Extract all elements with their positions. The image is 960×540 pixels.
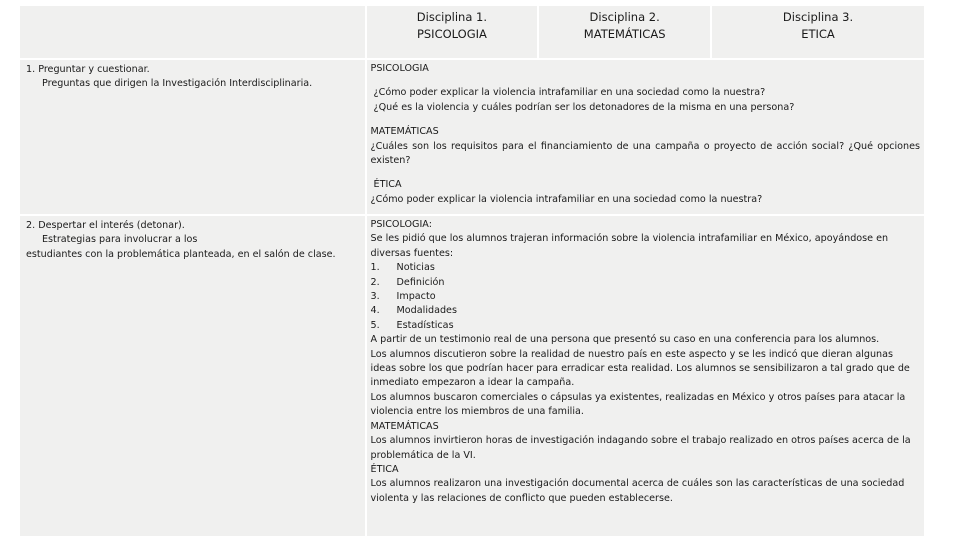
list-item: 1. Noticias bbox=[370, 262, 435, 274]
list-item: 4. Modalidades bbox=[370, 305, 457, 317]
row1-psico-question-1: ¿Cómo poder explicar la violencia intrafamiliar en una sociedad como la nuestra? bbox=[373, 87, 766, 99]
row2-mate-text: Los alumnos invirtieron horas de investigación indagando sobre el trabajo realizado en otros países acerca de la problemática de la VI. bbox=[370, 435, 911, 461]
header-discipline-3 bbox=[712, 6, 924, 58]
row2-paragraph-testimonio: A partir de un testimonio real de una persona que presentó su caso en una conferencia para los alumnos. bbox=[370, 334, 880, 346]
row1-mate-label: MATEMÁTICAS bbox=[370, 126, 439, 138]
row1-stage-title: 1. Preguntar y cuestionar. bbox=[26, 64, 150, 75]
header-discipline-2 bbox=[539, 6, 710, 58]
list-item: 5. Estadísticas bbox=[370, 319, 454, 331]
row1-etica-question: ¿Cómo poder explicar la violencia intrafamiliar en una sociedad como la nuestra? bbox=[370, 193, 763, 205]
discipline-1-name: PSICOLOGIA bbox=[416, 27, 487, 41]
row1-psico-question-2: ¿Qué es la violencia y cuáles podrían ser los detonadores de la misma en una persona? bbox=[373, 101, 795, 113]
row2-stage-title: 2. Despertar el interés (detonar). bbox=[26, 220, 185, 231]
header-discipline-1 bbox=[367, 6, 538, 58]
discipline-1-number: Disciplina 1. bbox=[416, 10, 488, 24]
row1-content-cell bbox=[367, 60, 924, 214]
row2-etica-label: ÉTICA bbox=[370, 463, 399, 475]
discipline-3-name: ETICA bbox=[801, 27, 835, 41]
row1-etica-label: ÉTICA bbox=[373, 179, 402, 191]
row1-stage-cell bbox=[20, 60, 365, 214]
header-empty-cell bbox=[20, 6, 365, 58]
row-despertar-interes bbox=[20, 216, 924, 536]
discipline-2-name: MATEMÁTICAS bbox=[583, 27, 666, 41]
row2-paragraph-comerciales: Los alumnos buscaron comerciales o cápsulas ya existentes, realizadas en México y otros países para atacar la violencia entre los miembros de una familia. bbox=[370, 391, 906, 418]
header-row bbox=[20, 6, 924, 58]
row-preguntar bbox=[20, 60, 924, 214]
row2-psico-intro: Se les pidió que los alumnos trajeran información sobre la violencia intrafamiliar en México, apoyándose en diversas fuentes: bbox=[370, 233, 889, 259]
list-item: 2. Definición bbox=[370, 276, 445, 288]
row2-content-cell bbox=[367, 216, 924, 536]
row2-etica-text: Los alumnos realizaron una investigación documental acerca de cuáles son las características de una sociedad violenta y las relaciones de conflicto que pueden establecerse. bbox=[370, 478, 905, 504]
row2-mate-label: MATEMÁTICAS bbox=[370, 420, 439, 432]
discipline-3-number: Disciplina 3. bbox=[782, 10, 854, 24]
list-item: 3. Impacto bbox=[370, 291, 436, 303]
row2-paragraph-discusion: Los alumnos discutieron sobre la realidad de nuestro país en este aspecto y se les indicó que dieran algunas ideas sobre los que podrían hacer para erradicar esta realidad. Los alumnos se sensibilizaron a tal grado que de inmediato empezaron a idear la campaña. bbox=[370, 348, 910, 389]
sources-list bbox=[371, 261, 920, 333]
row2-stage-cell bbox=[20, 216, 365, 536]
discipline-2-number: Disciplina 2. bbox=[589, 10, 660, 24]
row2-stage-subtitle: Estrategias para involucrar a los bbox=[42, 234, 198, 246]
row1-stage-subtitle: Preguntas que dirigen la Investigación Interdisciplinaria. bbox=[42, 78, 313, 90]
row2-psico-label: PSICOLOGIA: bbox=[370, 219, 432, 230]
row1-mate-question: ¿Cuáles son los requisitos para el financiamiento de una campaña o proyecto de acción social? ¿Qué opciones existen? bbox=[370, 140, 920, 167]
row1-psico-label: PSICOLOGIA bbox=[370, 63, 429, 74]
row2-stage-subtitle-cont: estudiantes con la problemática planteada, en el salón de clase. bbox=[26, 248, 336, 260]
planning-table bbox=[18, 4, 926, 538]
